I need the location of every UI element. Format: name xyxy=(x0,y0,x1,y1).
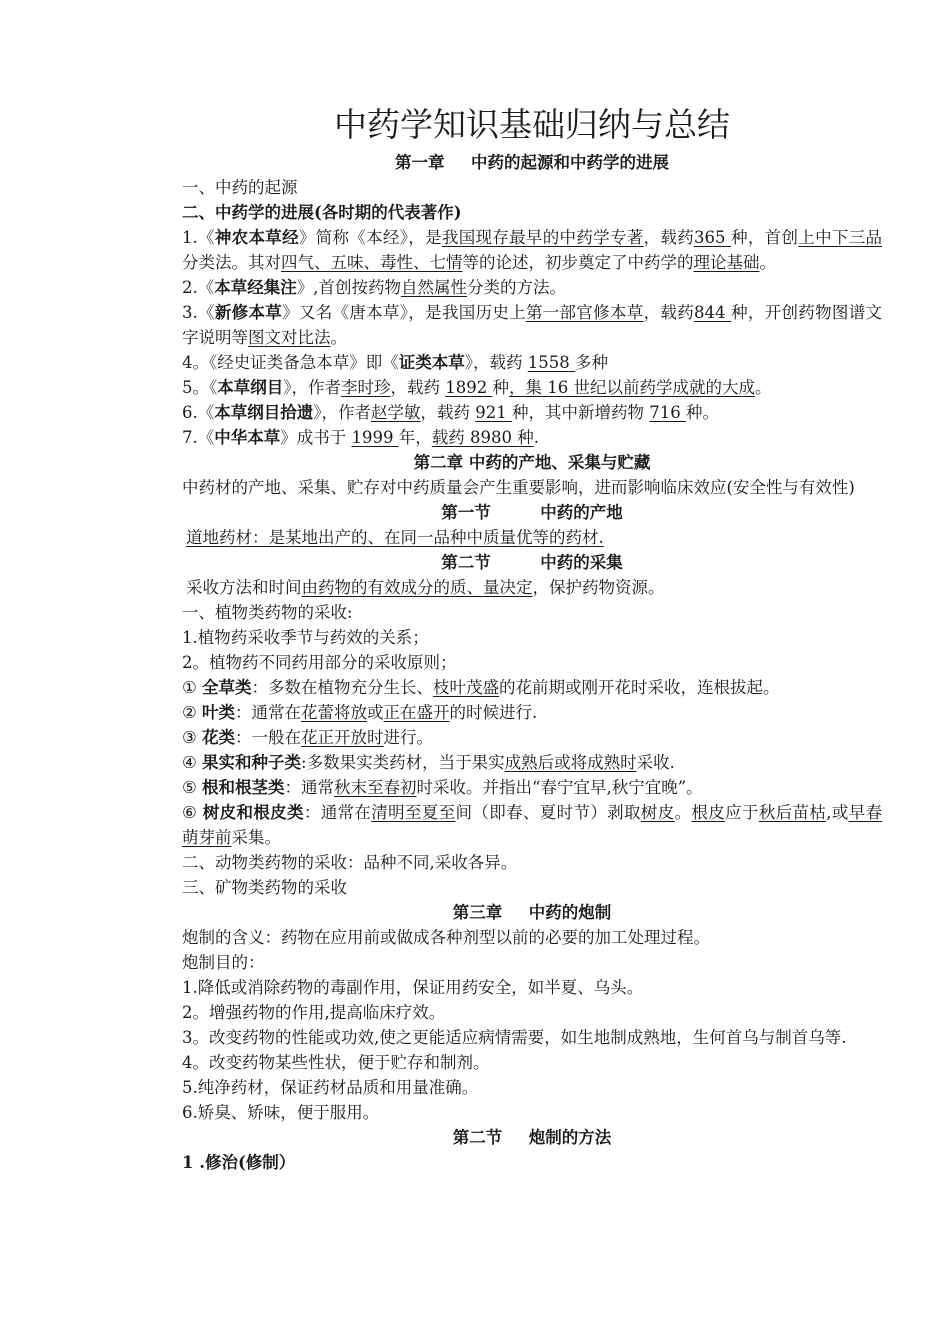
processing-purpose: 炮制目的： xyxy=(182,953,265,972)
text: ，载药 xyxy=(643,228,695,247)
purpose-item: 5.纯净药材，保证药材品质和用量准确。 xyxy=(182,1078,479,1097)
text: ，载药 xyxy=(390,378,446,397)
text: 》,首创按药物 xyxy=(296,278,401,297)
text: ：通常在 xyxy=(303,803,372,822)
text: 。 xyxy=(759,253,776,272)
bold-term: 全草类 xyxy=(202,678,252,697)
bold-term: 花类 xyxy=(202,728,236,747)
text: 》，作者 xyxy=(313,403,371,422)
text: 的花前期或刚开花时采收，连根拔起。 xyxy=(499,678,780,697)
text: 1.《 xyxy=(182,228,215,247)
item-bencaojingjizhu xyxy=(182,275,882,300)
text: 分类的方法。 xyxy=(467,278,566,297)
underlined-number: 1892 xyxy=(445,378,493,397)
rule-leaf xyxy=(182,700,882,725)
text: ：通常在 xyxy=(235,703,302,722)
text: 》简称《本经》，是 xyxy=(298,228,442,247)
chapter-3-number: 第三章 xyxy=(452,903,503,922)
bold-term: 树皮和根皮类 xyxy=(202,803,304,822)
chapter-1-title: 中药的起源和中药学的进展 xyxy=(470,153,669,172)
chapter-1-heading xyxy=(182,150,882,175)
book-title: 新修本草 xyxy=(214,303,283,322)
underlined-text: 早春萌芽前 xyxy=(182,803,883,847)
chapter-3-heading xyxy=(182,900,882,925)
section-number: 第二节 xyxy=(441,553,491,572)
item-shennong xyxy=(182,225,882,275)
underlined-text: 正在盛开 xyxy=(383,703,450,722)
text: 》成书于 xyxy=(280,428,352,447)
chapter-3-title: 中药的炮制 xyxy=(528,903,612,922)
text: 7.《 xyxy=(182,428,215,447)
text: 种。 xyxy=(686,403,719,422)
underlined-text: 花正开放时 xyxy=(301,728,384,747)
text: 4。《经史证类备急本草》即《 xyxy=(182,353,399,372)
section-number: 第一节 xyxy=(441,503,491,522)
underlined-number: 1999 xyxy=(351,428,399,447)
text: ⑤ xyxy=(182,778,203,797)
document-page xyxy=(182,100,882,1175)
underlined-text: 道地药材：是某地出产的、在同一品种中质量优等的药材. xyxy=(186,528,604,547)
bold-term: 叶类 xyxy=(202,703,236,722)
underlined-text: 理论基础 xyxy=(693,253,760,272)
rule-whole-herb xyxy=(182,675,882,700)
underlined-text: 李时珍 xyxy=(341,378,391,397)
plant-parts: 2。植物药不同药用部分的采收原则； xyxy=(182,653,457,672)
text: 多种 xyxy=(575,353,608,372)
text: 。 xyxy=(755,378,772,397)
text: 分类法。其对 xyxy=(182,253,281,272)
text: 采集。 xyxy=(231,828,281,847)
purpose-item: 4。改变药物某些性状，便于贮存和制剂。 xyxy=(182,1053,490,1072)
book-title: 中华本草 xyxy=(214,428,281,447)
book-title: 证类本草 xyxy=(398,353,465,372)
underlined-text: 我国现存最早的中药学专著 xyxy=(441,228,644,247)
text: 2.《 xyxy=(182,278,215,297)
text: 5。《 xyxy=(182,378,218,397)
chapter-3-section-2-heading xyxy=(182,1125,882,1150)
book-title: 本草纲目 xyxy=(217,378,284,397)
text: 。 xyxy=(674,803,692,822)
underlined-text: 成熟后或将成熟时 xyxy=(504,753,637,772)
text: 3.《 xyxy=(182,303,215,322)
text: 》又名《唐本草》，是我国历史上 xyxy=(282,303,526,322)
item-bencaogangmushiyi xyxy=(182,400,882,425)
animal-harvest: 二、动物类药物的采收：品种不同,采收各异。 xyxy=(182,853,518,872)
section-progress: 二、中药学的进展(各时期的代表著作) xyxy=(182,203,462,222)
book-title: 神农本草经 xyxy=(214,228,299,247)
text: 应于 xyxy=(725,803,759,822)
text: 间（即春、夏时节）剥取 xyxy=(455,803,641,822)
text: ：一般在 xyxy=(235,728,302,747)
underlined-text: 秋末至春初 xyxy=(334,778,417,797)
purpose-item: 3。改变药物的性能或功效,使之更能适应病情需要，如生地制成熟地，生何首乌与制首乌等. xyxy=(182,1028,847,1047)
text: ，载药 xyxy=(643,303,695,322)
chapter-2-section-1-heading xyxy=(182,500,882,525)
underlined-text: 枝叶茂盛 xyxy=(433,678,500,697)
underlined-text: 第一部官修本草 xyxy=(525,303,644,322)
book-title: 本草纲目拾遗 xyxy=(214,403,314,422)
text: :多数果实类药材，当于果实 xyxy=(301,753,505,772)
text: 时采收。并指出“春宁宜早,秋宁宜晚”。 xyxy=(416,778,703,797)
underlined-number: 921 xyxy=(475,403,512,422)
text: ，载药 xyxy=(420,403,476,422)
text: 。 xyxy=(330,328,347,347)
text: 采收. xyxy=(636,753,675,772)
section-title: 中药的产地 xyxy=(540,503,623,522)
bold-term: 果实和种子类 xyxy=(202,753,302,772)
text: ④ xyxy=(182,753,203,772)
underlined-text: 树皮 xyxy=(640,803,675,822)
bold-term: 根和根茎类 xyxy=(202,778,285,797)
item-zhonghuabencao xyxy=(182,425,882,450)
purpose-item: 2。增强药物的作用,提高临床疗效。 xyxy=(182,1003,446,1022)
text: 》，载药 xyxy=(464,353,528,372)
text: ,或 xyxy=(826,803,849,822)
chapter-2-intro: 中药材的产地、采集、贮存对中药质量会产生重要影响，进而影响临床效应(安全性与有效性) xyxy=(182,478,855,497)
section-title: 炮制的方法 xyxy=(528,1128,612,1147)
text: 种，开创药物图谱文字说明等 xyxy=(182,303,883,347)
text: 等的论述，初步奠定了中药学的 xyxy=(462,253,694,272)
underlined-text: 赵学敏 xyxy=(371,403,421,422)
underlined-text: ，集 16 世纪以前药学成就的大成 xyxy=(509,378,755,397)
plant-harvest: 一、植物类药物的采收: xyxy=(182,603,353,622)
underlined-text: 由药物的有效成分的质、量决定 xyxy=(301,578,533,597)
text: 种 xyxy=(492,378,509,397)
text: ：多数在植物充分生长、 xyxy=(251,678,434,697)
underlined-text: 自然属性 xyxy=(401,278,467,297)
text: 或 xyxy=(367,703,384,722)
daodi-definition xyxy=(182,525,882,550)
item-bencaogangmu xyxy=(182,375,882,400)
text: 的时候进行. xyxy=(449,703,538,722)
underlined-text: 秋后苗枯 xyxy=(758,803,827,822)
text: 》，作者 xyxy=(283,378,341,397)
item-xinxiubencao xyxy=(182,300,882,350)
underlined-text: 根皮 xyxy=(691,803,726,822)
section-title: 中药的采集 xyxy=(540,553,623,572)
text: ：通常 xyxy=(284,778,335,797)
rule-fruit-seed xyxy=(182,750,882,775)
underlined-number: 1558 xyxy=(527,353,575,372)
rule-bark xyxy=(182,800,882,850)
text: 进行。 xyxy=(383,728,434,747)
section-number: 第二节 xyxy=(452,1128,503,1147)
text: 6.《 xyxy=(182,403,215,422)
underlined-number: 716 xyxy=(649,403,686,422)
plant-season: 1.植物药采收季节与药效的关系； xyxy=(182,628,429,647)
chapter-1-number: 第一章 xyxy=(395,153,445,172)
text: ⑥ xyxy=(182,803,203,822)
underlined-text: 四气、五味、毒性、七情 xyxy=(281,253,463,272)
rule-root xyxy=(182,775,882,800)
purpose-item: 1.降低或消除药物的毒副作用，保证用药安全，如半夏、乌头。 xyxy=(182,978,644,997)
text: 采收方法和时间 xyxy=(186,578,302,597)
document-title: 中药学知识基础归纳与总结 xyxy=(334,105,730,144)
underlined-text: 载药 8980 种 xyxy=(431,428,534,447)
text: ② xyxy=(182,703,203,722)
processing-definition: 炮制的含义：药物在应用前或做成各种剂型以前的必要的加工处理过程。 xyxy=(182,928,710,947)
underlined-number: 844 xyxy=(694,303,732,322)
text: 种，其中新增药物 xyxy=(512,403,650,422)
section-origin: 一、中药的起源 xyxy=(182,178,298,197)
text: ③ xyxy=(182,728,203,747)
chapter-2-section-2-heading xyxy=(182,550,882,575)
chapter-2-heading: 第二章 中药的产地、采集与贮藏 xyxy=(413,453,651,472)
item-zhengleibencao xyxy=(182,350,882,375)
book-title: 本草经集注 xyxy=(214,278,297,297)
underlined-text: 花蕾将放 xyxy=(301,703,368,722)
underlined-text: 清明至夏至 xyxy=(371,803,456,822)
rule-flower xyxy=(182,725,882,750)
harvest-method xyxy=(182,575,882,600)
underlined-number: 365 xyxy=(694,228,732,247)
text: 年， xyxy=(398,428,432,447)
text: ，保护药物资源。 xyxy=(532,578,665,597)
mineral-harvest: 三、矿物类药物的采收 xyxy=(182,878,347,897)
purpose-item: 6.矫臭、矫味，便于服用。 xyxy=(182,1103,380,1122)
method-item: 1 .修治(修制） xyxy=(182,1153,296,1172)
text: . xyxy=(533,428,539,447)
underlined-text: 图文对比法 xyxy=(248,328,331,347)
underlined-text: 上中下三品 xyxy=(798,228,883,247)
text: ① xyxy=(182,678,203,697)
text: 种，首创 xyxy=(731,228,799,247)
